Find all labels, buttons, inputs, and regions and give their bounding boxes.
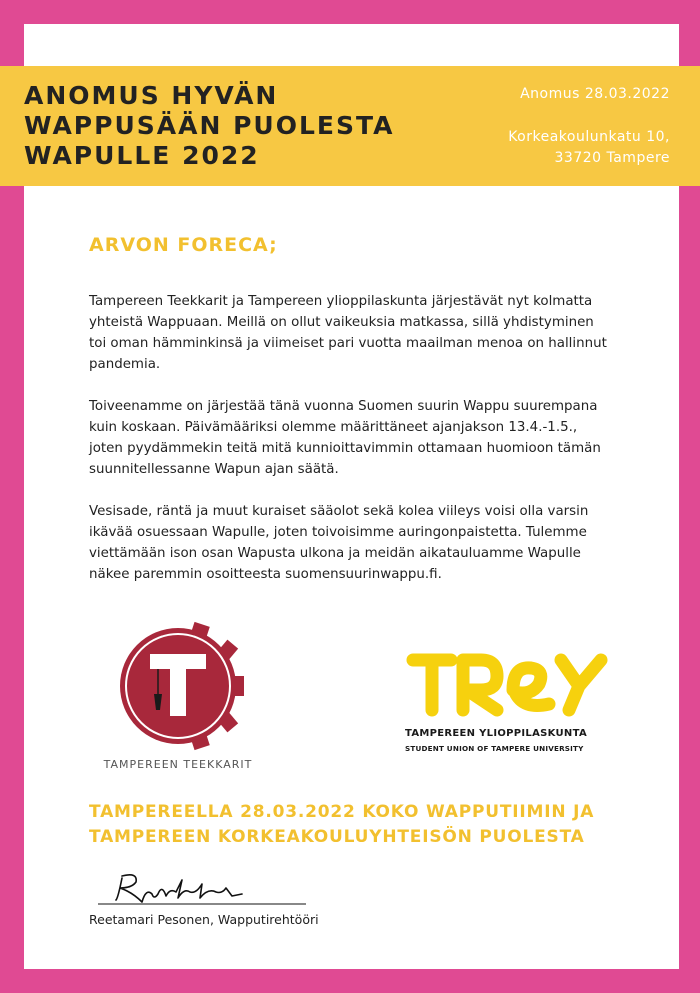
body-paragraph: Vesisade, räntä ja muut kuraiset sääolot sekä kolea viileys voisi olla varsin ikävää osuessaan Wapulle, joten toivoisimme auringonpaistetta. Tulemme viettämään ison osan Wapusta ulkona ja meidän aikatauluamme Wapulle näkee paremmin osoitteesta suomensuurinwappu.fi. bbox=[89, 504, 589, 582]
greeting: ARVON FORECA; bbox=[89, 234, 278, 256]
title-line: WAPPUSÄÄN PUOLESTA bbox=[24, 111, 395, 140]
page-title bbox=[24, 81, 424, 171]
trey-logo-subtitle: STUDENT UNION OF TAMPERE UNIVERSITY bbox=[405, 744, 584, 753]
closing-line: TAMPEREELLA 28.03.2022 KOKO WAPPUTIIMIN JA bbox=[89, 802, 595, 822]
title-line: WAPULLE 2022 bbox=[24, 141, 260, 170]
header-meta bbox=[508, 84, 670, 169]
body-paragraph: Tampereen Teekkarit ja Tampereen ylioppilaskunta järjestävät nyt kolmatta yhteistä Wappuaan. Meillä on ollut vaikeuksia matkassa, sillä yhdistyminen toi oman hämminkinsä ja viimeiset pari vuotta maailman menoa on hallinnut pandemia. bbox=[89, 294, 607, 372]
address-line: 33720 Tampere bbox=[554, 150, 670, 166]
letter-body bbox=[89, 291, 609, 606]
trey-logo bbox=[405, 648, 615, 758]
trey-wordmark-icon bbox=[405, 648, 615, 720]
closing-statement bbox=[89, 800, 659, 850]
teekkarit-logo bbox=[92, 614, 264, 782]
title-line: ANOMUS HYVÄN bbox=[24, 81, 279, 110]
teekkarit-gear-icon bbox=[92, 614, 264, 754]
letter-date: Anomus 28.03.2022 bbox=[520, 86, 670, 102]
signature bbox=[92, 858, 312, 908]
closing-line: TAMPEREEN KORKEAKOULUYHTEISÖN PUOLESTA bbox=[89, 827, 585, 847]
signer-name: Reetamari Pesonen, Wapputirehtööri bbox=[89, 912, 319, 927]
address-line: Korkeakoulunkatu 10, bbox=[508, 129, 670, 145]
trey-logo-name: TAMPEREEN YLIOPPILASKUNTA bbox=[405, 728, 587, 739]
teekkarit-logo-text: TAMPEREEN TEEKKARIT bbox=[103, 758, 253, 771]
body-paragraph: Toiveenamme on järjestää tänä vuonna Suomen suurin Wappu suurempana kuin koskaan. Päivämääriksi olemme määrittäneet ajanjakson 13.4.-1.5., joten pyydämmekin teitä mitä kunnioittavimmin ottamaan huomioon tämän suunnitellessanne Wapun ajan säätä. bbox=[89, 399, 601, 477]
